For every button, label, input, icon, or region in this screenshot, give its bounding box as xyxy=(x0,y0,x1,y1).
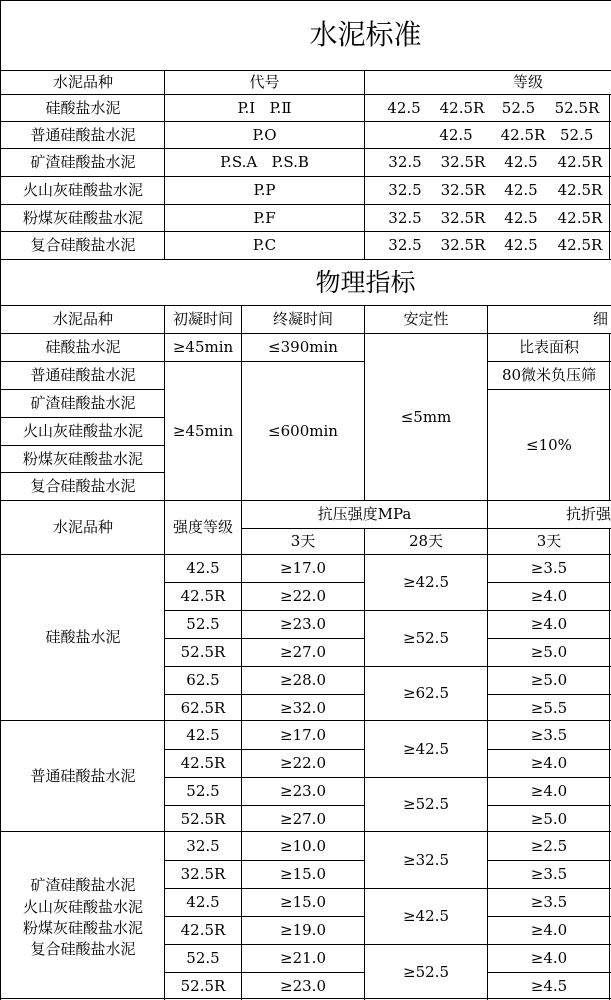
strength-type-group-multi xyxy=(2,832,164,998)
grades-row-grade: 42.5R xyxy=(439,98,485,117)
grid-line xyxy=(164,694,365,695)
grid-line xyxy=(0,417,165,418)
strength-grade: 52.5R xyxy=(180,643,226,661)
grid-line xyxy=(0,831,611,832)
strength-grade: 42.5R xyxy=(180,754,226,772)
strength-c3: ≥27.0 xyxy=(280,810,326,828)
grid-line xyxy=(0,389,165,390)
physical-type: 普通硅酸盐水泥 xyxy=(30,366,136,384)
strength-c3: ≥19.0 xyxy=(280,921,326,939)
grid-line xyxy=(241,500,242,1000)
grid-line xyxy=(164,500,165,1000)
strength-c3: ≥22.0 xyxy=(280,587,326,605)
strength-type: 矿渣硅酸盐水泥 xyxy=(30,876,136,895)
grid-line xyxy=(487,860,611,861)
grid-line xyxy=(487,500,488,1000)
grades-row-grade: 42.5 xyxy=(504,208,538,227)
grid-line xyxy=(364,944,488,945)
strength-f3: ≥3.5 xyxy=(530,559,568,577)
fineness-sieve-label: 80微米负压筛 xyxy=(501,366,597,384)
grid-line xyxy=(0,472,165,473)
grades-row-grade: 32.5 xyxy=(388,208,422,227)
grid-line xyxy=(487,777,611,778)
grid-line xyxy=(164,610,365,611)
grades-row-grade: 32.5R xyxy=(440,208,486,227)
strength-type-group: 硅酸盐水泥 xyxy=(45,628,121,646)
grades-row-grade: 42.5 xyxy=(504,236,538,254)
strength-grade: 62.5 xyxy=(186,671,220,689)
grades-row-grade: 32.5 xyxy=(388,181,422,199)
grid-line xyxy=(0,121,611,122)
grid-line xyxy=(241,305,242,501)
strength-grade: 52.5R xyxy=(180,810,226,828)
grades-row-type: 火山灰硅酸盐水泥 xyxy=(22,181,143,199)
strength-f3: ≥2.5 xyxy=(530,836,568,855)
strength-grade: 32.5R xyxy=(180,865,226,883)
grid-line xyxy=(0,305,611,306)
grades-row-type: 矿渣硅酸盐水泥 xyxy=(30,153,136,171)
strength-f3: ≥4.0 xyxy=(530,615,568,633)
soundness-value: ≤5mm xyxy=(400,407,452,426)
grid-line xyxy=(364,70,365,260)
grid-line xyxy=(487,805,611,806)
grid-line xyxy=(0,148,611,149)
strength-f3: ≥4.5 xyxy=(530,976,568,995)
grades-header-code: 代号 xyxy=(249,73,280,91)
strength-f3: ≥5.0 xyxy=(530,671,568,689)
strength-c28: ≥52.5 xyxy=(403,962,449,981)
grades-row-grade: 42.5 xyxy=(387,98,421,117)
grid-line xyxy=(487,638,611,639)
grid-line xyxy=(164,666,365,667)
strength-grade: 52.5 xyxy=(186,615,220,633)
grades-row-grade: 42.5 xyxy=(439,125,473,144)
strength-grade: 52.5 xyxy=(186,949,220,967)
strength-header-3day: 3天 xyxy=(290,532,316,550)
physical-type: 硅酸盐水泥 xyxy=(45,338,121,356)
grid-line xyxy=(487,666,611,667)
strength-grade: 52.5R xyxy=(180,976,226,995)
grid-line xyxy=(487,944,611,945)
physical-type: 粉煤灰硅酸盐水泥 xyxy=(22,449,143,468)
strength-c28: ≥42.5 xyxy=(403,739,449,758)
grid-line xyxy=(487,888,611,889)
grades-header-grade: 等级 xyxy=(512,73,543,91)
grid-line xyxy=(487,916,611,917)
grid-line xyxy=(0,259,611,260)
physical-header-type: 水泥品种 xyxy=(52,310,113,328)
strength-header-grade: 强度等级 xyxy=(172,518,233,536)
grid-line xyxy=(164,777,365,778)
strength-f3: ≥4.0 xyxy=(530,587,568,605)
strength-header-compressive: 抗压强度MPa xyxy=(317,505,412,523)
physical-type: 火山灰硅酸盐水泥 xyxy=(22,422,143,440)
grid-line xyxy=(0,554,611,555)
grid-line xyxy=(164,944,365,945)
strength-grade: 42.5 xyxy=(186,559,220,577)
strength-c28: ≥52.5 xyxy=(403,795,449,813)
strength-f3: ≥4.0 xyxy=(530,921,568,939)
grades-row-grade xyxy=(375,122,425,148)
strength-type: 火山灰硅酸盐水泥 xyxy=(22,897,143,916)
strength-type: 复合硅酸盐水泥 xyxy=(30,940,136,959)
grid-line xyxy=(0,94,611,95)
grades-row-grade: 32.5R xyxy=(440,153,486,171)
grid-line xyxy=(487,972,611,973)
grid-line xyxy=(364,888,488,889)
grades-row-grade: 42.5 xyxy=(504,181,538,199)
grid-line xyxy=(241,528,611,529)
grid-line xyxy=(364,528,365,1000)
strength-c3: ≥21.0 xyxy=(280,949,326,967)
strength-header-flex-3day: 3天 xyxy=(536,532,562,550)
grid-line xyxy=(0,231,611,232)
grid-line xyxy=(487,610,611,611)
strength-c3: ≥15.0 xyxy=(280,865,326,883)
strength-f3: ≥3.5 xyxy=(530,893,568,911)
strength-c3: ≥17.0 xyxy=(280,725,326,744)
grid-line xyxy=(0,720,611,721)
physical-section-title: 物理指标 xyxy=(315,268,416,297)
strength-c3: ≥17.0 xyxy=(280,559,326,577)
grades-row-grade: 52.5 xyxy=(501,98,536,117)
grades-row-code: P.P xyxy=(253,181,276,199)
strength-c3: ≥22.0 xyxy=(280,754,326,772)
strength-header-type: 水泥品种 xyxy=(52,518,113,536)
strength-c28: ≥42.5 xyxy=(403,573,449,591)
strength-c3: ≥23.0 xyxy=(280,782,326,800)
physical-header-final-set: 终凝时间 xyxy=(272,310,333,328)
grades-row-grade: 42.5R xyxy=(557,181,603,199)
physical-type: 复合硅酸盐水泥 xyxy=(30,477,136,495)
grades-row-type: 硅酸盐水泥 xyxy=(45,98,121,117)
grid-line xyxy=(164,749,365,750)
final-set-value: ≤390min xyxy=(268,338,338,356)
grid-line xyxy=(0,176,611,177)
strength-c28: ≥32.5 xyxy=(403,850,449,869)
grades-header-type: 水泥品种 xyxy=(52,73,113,91)
grades-row-grade: 52.5 xyxy=(560,125,594,144)
grid-line xyxy=(0,445,165,446)
grid-line xyxy=(164,70,165,260)
physical-header-initial-set: 初凝时间 xyxy=(172,310,233,328)
grid-line xyxy=(0,500,611,501)
final-set-value: ≤600min xyxy=(268,421,338,440)
grid-line xyxy=(164,805,365,806)
grid-line xyxy=(164,888,365,889)
grid-line xyxy=(164,860,365,861)
strength-f3: ≥4.0 xyxy=(530,754,568,772)
grades-row-type: 复合硅酸盐水泥 xyxy=(30,236,136,254)
strength-c3: ≥27.0 xyxy=(280,643,326,661)
grid-line xyxy=(487,361,611,362)
strength-c3: ≥28.0 xyxy=(280,671,326,689)
physical-header-fineness: 细 xyxy=(592,310,608,328)
strength-grade: 42.5R xyxy=(180,587,226,605)
grid-line xyxy=(487,389,611,390)
strength-grade: 42.5 xyxy=(186,893,220,911)
strength-type-group: 普通硅酸盐水泥 xyxy=(30,766,136,785)
grades-row-code: P.S.A P.S.B xyxy=(220,153,309,171)
grid-line xyxy=(0,70,611,71)
strength-grade: 42.5R xyxy=(180,921,226,939)
grid-line xyxy=(0,361,365,362)
grid-line xyxy=(487,305,488,501)
grid-line xyxy=(609,333,610,501)
grades-row-type: 普通硅酸盐水泥 xyxy=(30,125,136,144)
grades-row-grade: 32.5 xyxy=(388,236,422,254)
strength-grade: 42.5 xyxy=(186,725,220,744)
strength-header-28day: 28天 xyxy=(408,532,444,550)
grid-line xyxy=(364,305,365,501)
grades-row-grade: 42.5R xyxy=(557,208,603,227)
grades-row-grade: 42.5R xyxy=(557,153,603,171)
grid-line xyxy=(609,528,610,1000)
grades-row-grade: 32.5R xyxy=(440,236,486,254)
strength-grade: 62.5R xyxy=(180,699,226,717)
grid-line xyxy=(487,749,611,750)
grid-line xyxy=(364,666,488,667)
strength-type: 粉煤灰硅酸盐水泥 xyxy=(22,919,143,937)
grades-row-grade: 42.5R xyxy=(557,236,603,254)
strength-f3: ≥3.5 xyxy=(530,725,568,744)
fineness-specific-surface: 比表面积 xyxy=(518,338,579,356)
strength-f3: ≥3.5 xyxy=(530,865,568,883)
strength-c3: ≥32.0 xyxy=(280,699,326,717)
strength-f3: ≥4.0 xyxy=(530,949,568,967)
strength-c28: ≥62.5 xyxy=(403,684,449,702)
grades-row-grade: 32.5R xyxy=(440,181,486,199)
grid-line xyxy=(487,582,611,583)
sheet-title: 水泥标准 xyxy=(309,18,422,51)
grid-line xyxy=(164,638,365,639)
grid-line xyxy=(164,972,365,973)
grid-line xyxy=(0,998,611,999)
grid-line xyxy=(0,204,611,205)
physical-header-soundness: 安定性 xyxy=(403,310,449,328)
fineness-sieve-value: ≤10% xyxy=(526,435,572,454)
grades-row-grade: 32.5 xyxy=(388,153,422,171)
grades-row-code: P.Ⅰ P.Ⅱ xyxy=(237,98,292,117)
grid-line xyxy=(487,694,611,695)
strength-c3: ≥10.0 xyxy=(280,836,326,855)
strength-c3: ≥23.0 xyxy=(280,615,326,633)
strength-f3: ≥5.0 xyxy=(530,810,568,828)
grid-line xyxy=(364,777,488,778)
grid-line xyxy=(364,610,488,611)
strength-c3: ≥15.0 xyxy=(280,893,326,911)
grades-row-code: P.C xyxy=(252,236,277,254)
grades-row-code: P.F xyxy=(253,208,276,227)
strength-f3: ≥5.5 xyxy=(530,699,568,717)
strength-f3: ≥5.0 xyxy=(530,643,568,661)
initial-set-value: ≥45min xyxy=(172,421,234,440)
strength-header-flexural: 抗折强 xyxy=(565,505,611,523)
grades-row-grade: 52.5R xyxy=(554,98,600,117)
initial-set-value: ≥45min xyxy=(172,338,234,356)
physical-type: 矿渣硅酸盐水泥 xyxy=(30,394,136,412)
strength-f3: ≥4.0 xyxy=(530,782,568,800)
grades-row-grade: 42.5R xyxy=(500,125,546,144)
grades-row-code: P.O xyxy=(252,125,277,144)
strength-grade: 32.5 xyxy=(186,836,220,855)
strength-c3: ≥23.0 xyxy=(280,976,326,995)
grid-line xyxy=(609,94,610,260)
grid-line xyxy=(164,582,365,583)
strength-grade: 52.5 xyxy=(186,782,220,800)
grades-row-type: 粉煤灰硅酸盐水泥 xyxy=(22,208,143,227)
grid-line xyxy=(0,0,611,1)
grid-line xyxy=(0,0,1,1000)
grid-line xyxy=(0,333,611,334)
grades-row-grade: 42.5 xyxy=(504,153,538,171)
strength-c28: ≥52.5 xyxy=(403,629,449,647)
grid-line xyxy=(164,916,365,917)
strength-c28: ≥42.5 xyxy=(403,907,449,925)
